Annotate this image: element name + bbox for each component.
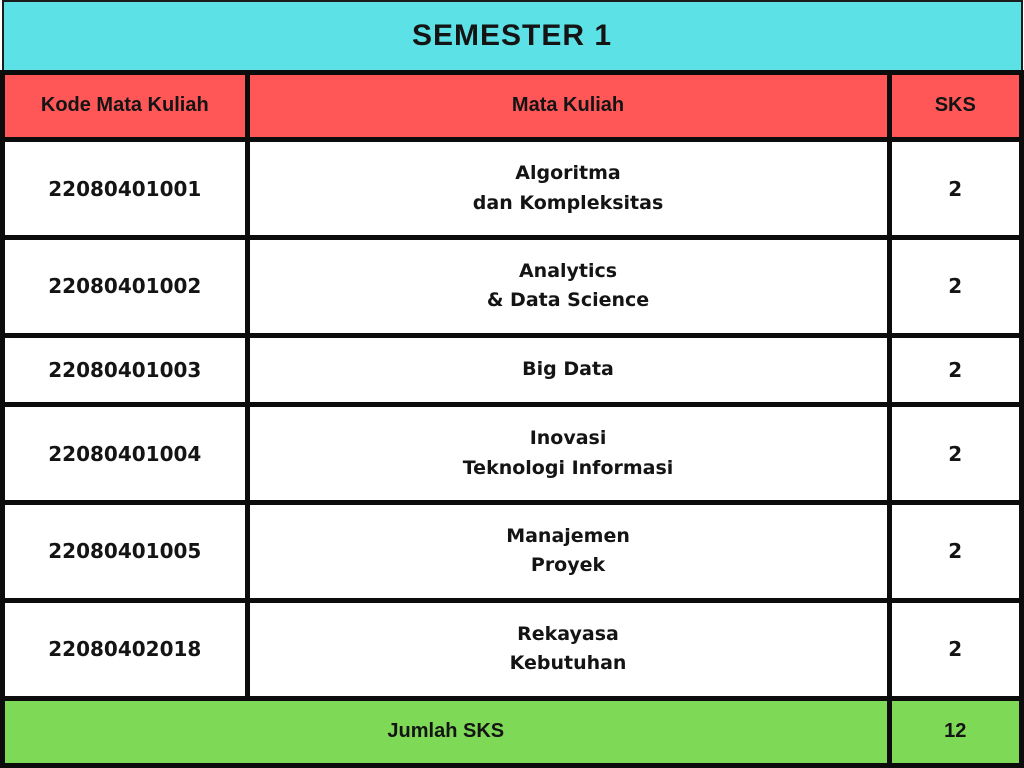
title-row xyxy=(3,1,1022,72)
course-sks: 2 xyxy=(889,405,1021,503)
course-name xyxy=(247,140,889,238)
column-header-kode-mata-kuliah: Kode Mata Kuliah xyxy=(3,72,248,139)
table-row xyxy=(3,405,1022,503)
course-name-line: & Data Science xyxy=(486,289,650,312)
page-title: SEMESTER 1 xyxy=(3,1,1022,72)
table-row xyxy=(3,335,1022,404)
course-sks: 2 xyxy=(889,502,1021,600)
course-name-line: Algoritma xyxy=(515,162,621,185)
jumlah-sks-label: Jumlah SKS xyxy=(3,698,890,765)
course-name-line: Big Data xyxy=(522,358,614,381)
course-code: 22080402018 xyxy=(3,600,248,698)
course-sks: 2 xyxy=(889,600,1021,698)
course-code: 22080401001 xyxy=(3,140,248,238)
table-header-row xyxy=(3,72,1022,139)
course-code: 22080401002 xyxy=(3,237,248,335)
course-name-line: dan Kompleksitas xyxy=(472,191,664,214)
column-header-sks: SKS xyxy=(889,72,1021,139)
course-name xyxy=(247,600,889,698)
course-name-line: Rekayasa xyxy=(517,622,619,645)
course-name-line: Kebutuhan xyxy=(509,652,627,675)
table-row xyxy=(3,502,1022,600)
course-name xyxy=(247,335,889,404)
course-code: 22080401003 xyxy=(3,335,248,404)
table-row xyxy=(3,237,1022,335)
course-sks: 2 xyxy=(889,140,1021,238)
course-sks: 2 xyxy=(889,237,1021,335)
table-footer-row xyxy=(3,698,1022,765)
course-name xyxy=(247,237,889,335)
course-name-line: Proyek xyxy=(530,554,606,577)
course-name-line: Analytics xyxy=(518,259,618,282)
course-sks: 2 xyxy=(889,335,1021,404)
table-row xyxy=(3,600,1022,698)
column-header-mata-kuliah: Mata Kuliah xyxy=(247,72,889,139)
course-code: 22080401004 xyxy=(3,405,248,503)
course-name xyxy=(247,405,889,503)
total-sks-value: 12 xyxy=(889,698,1021,765)
table-row xyxy=(3,140,1022,238)
course-name-line: Manajemen xyxy=(506,524,630,547)
course-name-line: Teknologi Informasi xyxy=(462,456,674,479)
course-name-line: Inovasi xyxy=(529,427,607,450)
course-name xyxy=(247,502,889,600)
course-code: 22080401005 xyxy=(3,502,248,600)
